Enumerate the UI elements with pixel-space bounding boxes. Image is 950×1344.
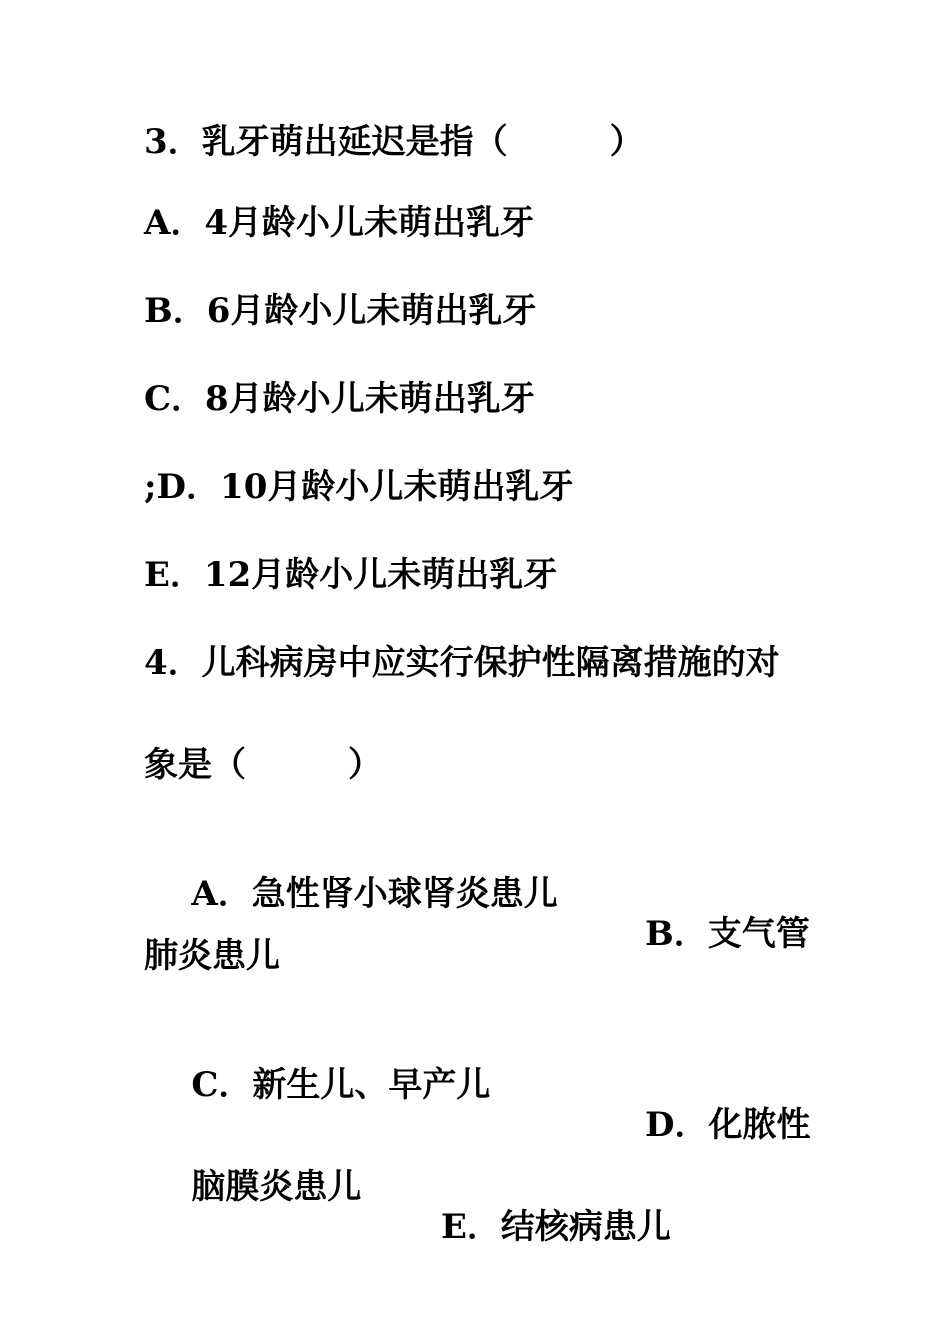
question-4-option-row-de — [144, 1127, 671, 1287]
question-4-option-c: C．新生儿、早产儿 — [191, 1065, 491, 1105]
question-4-option-d-end: 脑膜炎患儿 — [191, 1167, 362, 1207]
question-4-option-a: A．急性肾小球肾炎患儿 — [191, 874, 558, 914]
question-3-stem: 3．乳牙萌出延迟是指（ ） — [144, 122, 644, 162]
question-4-stem-line1: 4．儿科病房中应实行保护性隔离措施的对 — [144, 643, 780, 683]
question-3-option-a: A．4月龄小儿未萌出乳牙 — [144, 203, 535, 243]
question-3-option-e: E．12月龄小儿未萌出乳牙 — [144, 555, 558, 595]
question-4-option-b-start: B．支气管 — [645, 914, 810, 954]
question-4-option-d-start: D．化脓性 — [645, 1105, 811, 1145]
question-4-stem-line2: 象是（ ） — [144, 745, 382, 785]
question-3-option-c: C．8月龄小儿未萌出乳牙 — [144, 379, 535, 419]
question-4-option-b-end: 肺炎患儿 — [144, 936, 280, 976]
question-3-option-b: B．6月龄小儿未萌出乳牙 — [144, 291, 537, 331]
question-3-option-d: ;D．10月龄小儿未萌出乳牙 — [144, 467, 574, 507]
question-4-option-e: E．结核病患儿 — [441, 1207, 671, 1247]
